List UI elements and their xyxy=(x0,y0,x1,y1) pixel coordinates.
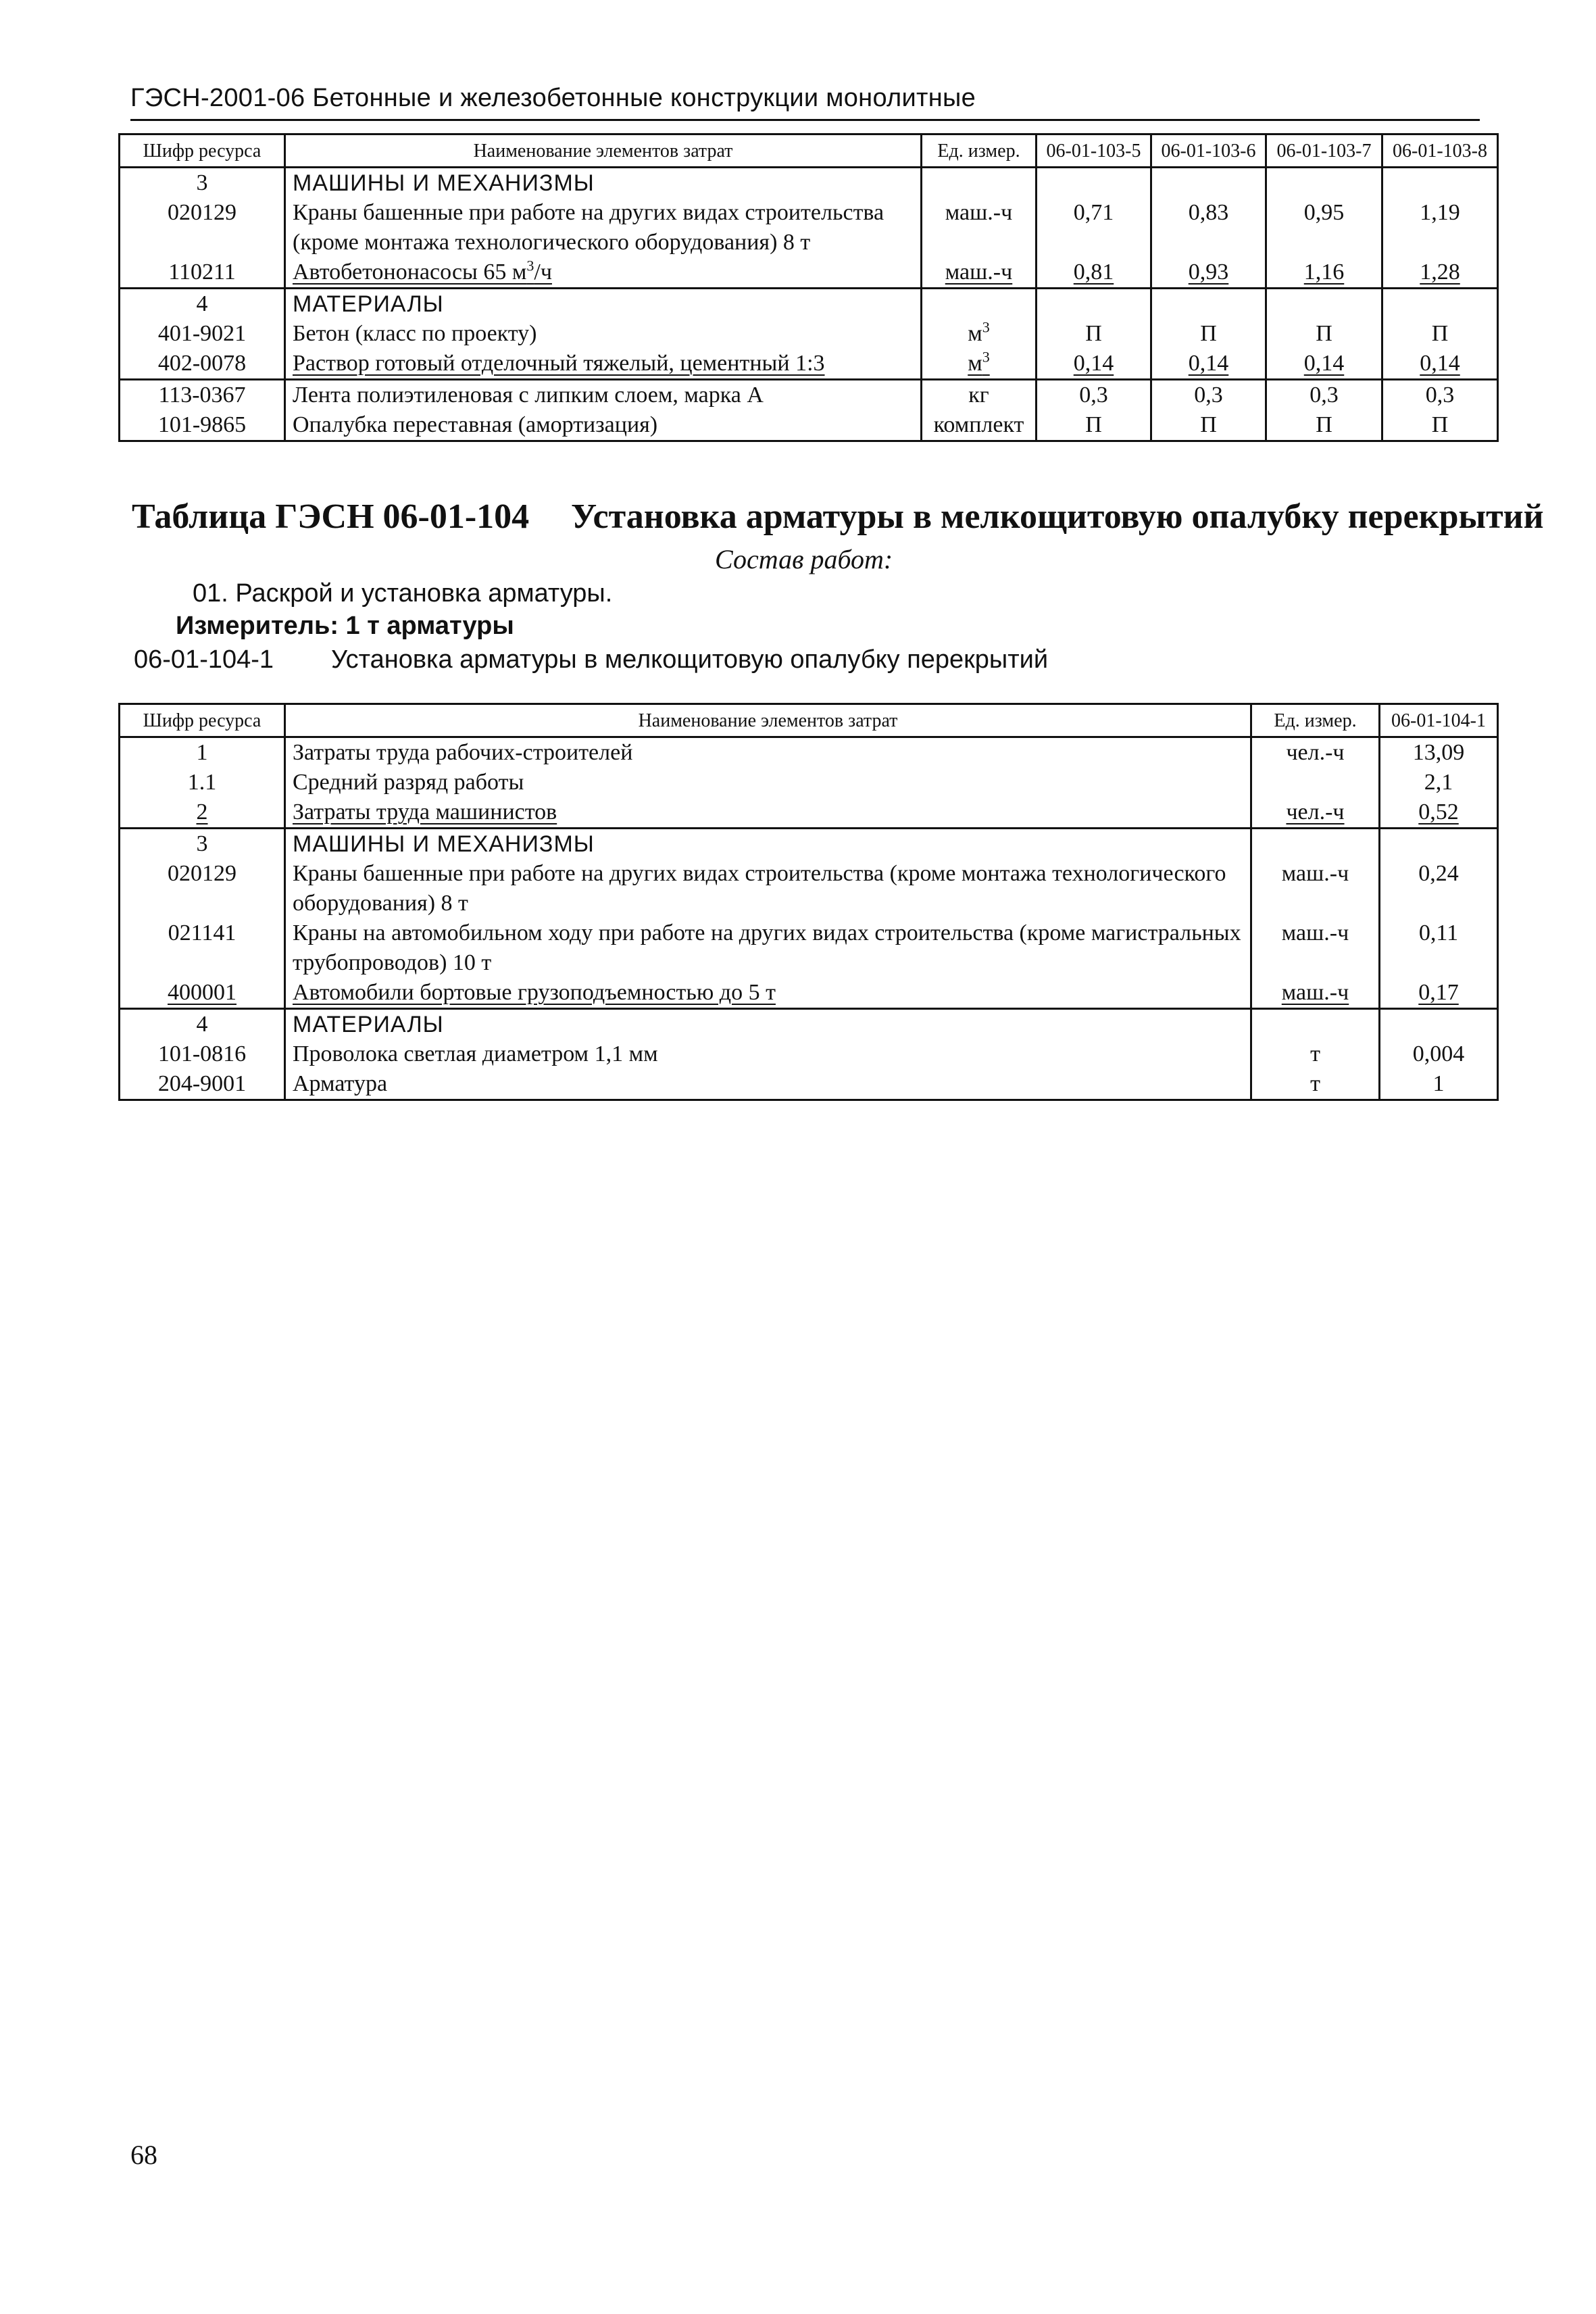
unit-cell xyxy=(1251,768,1380,797)
unit-cell xyxy=(922,349,1037,380)
unit-cell: комплект xyxy=(922,410,1037,441)
unit-cell xyxy=(922,319,1037,349)
col-header-name: Наименование элементов затрат xyxy=(285,134,922,168)
value-cell: 0,3 xyxy=(1037,380,1151,411)
table-header-row xyxy=(120,134,1498,168)
unit-cell xyxy=(1251,1009,1380,1040)
value-cell: 0,17 xyxy=(1380,978,1498,1009)
section-heading: МАТЕРИАЛЫ xyxy=(285,289,922,320)
page-number: 68 xyxy=(130,2140,157,2170)
resource-name: Бетон (класс по проекту) xyxy=(285,319,922,349)
unit-cell: маш.-ч xyxy=(1251,918,1380,978)
value-cell xyxy=(1380,829,1498,860)
resource-name: Затраты труда рабочих-строителей xyxy=(285,737,1251,768)
value-cell: 0,81 xyxy=(1037,257,1151,289)
table-row xyxy=(120,859,1498,918)
resource-name: Средний разряд работы xyxy=(285,768,1251,797)
table-row xyxy=(120,349,1498,380)
value-cell xyxy=(1037,168,1151,199)
value-cell: 0,95 xyxy=(1266,198,1382,257)
resource-code: 3 xyxy=(120,829,285,860)
value-cell: 1,19 xyxy=(1382,198,1498,257)
unit-cell: маш.-ч xyxy=(922,257,1037,289)
value-cell: П xyxy=(1266,319,1382,349)
value-cell: 0,24 xyxy=(1380,859,1498,918)
table-row xyxy=(120,797,1498,829)
value-cell xyxy=(1382,168,1498,199)
table-number: Таблица ГЭСН 06-01-104 xyxy=(132,497,530,536)
table-group-machines xyxy=(120,829,1498,1009)
value-cell: 0,11 xyxy=(1380,918,1498,978)
composition-title: Состав работ: xyxy=(715,544,893,574)
table-row xyxy=(120,737,1498,768)
resource-name: Краны башенные при работе на других видах строительства (кроме монтажа технологического оборудования) 8 т xyxy=(285,859,1251,918)
resource-code: 4 xyxy=(120,289,285,320)
col-header-norm: 06-01-103-8 xyxy=(1382,134,1498,168)
table-row xyxy=(120,168,1498,199)
value-cell xyxy=(1380,1009,1498,1040)
section-heading: МАТЕРИАЛЫ xyxy=(285,1009,1251,1040)
unit-cell xyxy=(922,168,1037,199)
unit-text: м xyxy=(968,351,982,376)
table-row xyxy=(120,319,1498,349)
value-cell: П xyxy=(1382,410,1498,441)
value-cell: 1 xyxy=(1380,1069,1498,1100)
value-cell: 0,14 xyxy=(1382,349,1498,380)
col-header-code: Шифр ресурса xyxy=(120,134,285,168)
value-cell xyxy=(1037,289,1151,320)
resource-code: 3 xyxy=(120,168,285,199)
table-row xyxy=(120,198,1498,257)
norm-title: Установка арматуры в мелкощитовую опалубку перекрытий xyxy=(331,645,1049,674)
value-cell xyxy=(1151,289,1266,320)
col-header-unit: Ед. измер. xyxy=(922,134,1037,168)
superscript: 3 xyxy=(526,257,534,274)
resource-code: 1 xyxy=(120,737,285,768)
value-cell: 2,1 xyxy=(1380,768,1498,797)
section-heading: МАШИНЫ И МЕХАНИЗМЫ xyxy=(285,829,1251,860)
resource-name: Затраты труда машинистов xyxy=(285,797,1251,829)
superscript: 3 xyxy=(982,318,990,336)
superscript: 3 xyxy=(982,348,990,366)
resource-code: 400001 xyxy=(120,978,285,1009)
table-row xyxy=(120,829,1498,860)
table-title: Установка арматуры в мелкощитовую опалубку перекрытий xyxy=(571,497,1544,536)
name-text: /ч xyxy=(534,260,552,285)
col-header-code: Шифр ресурса xyxy=(120,704,285,737)
norm-line xyxy=(134,645,1048,674)
resource-name: Лента полиэтиленовая с липким слоем, марка А xyxy=(285,380,922,411)
value-cell xyxy=(1382,289,1498,320)
table-row xyxy=(120,380,1498,411)
resource-code: 101-0816 xyxy=(120,1039,285,1069)
unit-cell: маш.-ч xyxy=(1251,859,1380,918)
col-header-norm: 06-01-104-1 xyxy=(1380,704,1498,737)
unit-cell: т xyxy=(1251,1069,1380,1100)
value-cell: 0,14 xyxy=(1266,349,1382,380)
unit-text: м xyxy=(968,321,982,346)
resource-name: Краны на автомобильном ходу при работе на других видах строительства (кроме магистральных трубопроводов) 10 т xyxy=(285,918,1251,978)
resource-name: Раствор готовый отделочный тяжелый, цементный 1:3 xyxy=(285,349,922,380)
table-group-labor xyxy=(120,737,1498,829)
table-group-machines xyxy=(120,168,1498,289)
unit-cell: кг xyxy=(922,380,1037,411)
unit-cell: маш.-ч xyxy=(922,198,1037,257)
header-rule xyxy=(130,119,1480,121)
resource-code: 113-0367 xyxy=(120,380,285,411)
resource-name: Автомобили бортовые грузоподъемностью до 5 т xyxy=(285,978,1251,1009)
table-row xyxy=(120,768,1498,797)
table-group-materials xyxy=(120,289,1498,380)
table-group-other-materials xyxy=(120,380,1498,441)
col-header-norm: 06-01-103-7 xyxy=(1266,134,1382,168)
resource-code: 110211 xyxy=(120,257,285,289)
value-cell: 0,3 xyxy=(1151,380,1266,411)
section-heading: МАШИНЫ И МЕХАНИЗМЫ xyxy=(285,168,922,199)
resource-table-103 xyxy=(118,133,1499,442)
resource-code: 1.1 xyxy=(120,768,285,797)
unit-cell: чел.-ч xyxy=(1251,797,1380,829)
measure-unit: Измеритель: 1 т арматуры xyxy=(176,612,514,640)
norm-code: 06-01-104-1 xyxy=(134,645,274,674)
resource-code: 402-0078 xyxy=(120,349,285,380)
resource-name xyxy=(285,257,922,289)
resource-code: 401-9021 xyxy=(120,319,285,349)
resource-code: 204-9001 xyxy=(120,1069,285,1100)
value-cell xyxy=(1151,168,1266,199)
name-text: Автобетононасосы 65 м xyxy=(293,260,527,285)
value-cell: 0,83 xyxy=(1151,198,1266,257)
resource-name: Арматура xyxy=(285,1069,1251,1100)
value-cell: 0,3 xyxy=(1382,380,1498,411)
value-cell xyxy=(1266,289,1382,320)
value-cell: 0,52 xyxy=(1380,797,1498,829)
col-header-unit: Ед. измер. xyxy=(1251,704,1380,737)
unit-cell: т xyxy=(1251,1039,1380,1069)
resource-code: 020129 xyxy=(120,859,285,918)
table-row xyxy=(120,1039,1498,1069)
value-cell: 0,3 xyxy=(1266,380,1382,411)
resource-code: 101-9865 xyxy=(120,410,285,441)
work-step: 01. Раскрой и установка арматуры. xyxy=(193,579,613,608)
unit-cell: чел.-ч xyxy=(1251,737,1380,768)
col-header-norm: 06-01-103-6 xyxy=(1151,134,1266,168)
value-cell: 0,93 xyxy=(1151,257,1266,289)
value-cell: 13,09 xyxy=(1380,737,1498,768)
table-caption xyxy=(132,497,1544,537)
resource-name: Проволока светлая диаметром 1,1 мм xyxy=(285,1039,1251,1069)
table-row xyxy=(120,1069,1498,1100)
table-row xyxy=(120,289,1498,320)
value-cell: 1,16 xyxy=(1266,257,1382,289)
resource-code: 021141 xyxy=(120,918,285,978)
col-header-name: Наименование элементов затрат xyxy=(285,704,1251,737)
value-cell: П xyxy=(1037,319,1151,349)
unit-cell: маш.-ч xyxy=(1251,978,1380,1009)
value-cell: 1,28 xyxy=(1382,257,1498,289)
value-cell: 0,71 xyxy=(1037,198,1151,257)
table-row xyxy=(120,978,1498,1009)
value-cell: П xyxy=(1151,319,1266,349)
resource-code: 4 xyxy=(120,1009,285,1040)
value-cell: П xyxy=(1037,410,1151,441)
resource-name: Краны башенные при работе на других видах строительства (кроме монтажа технологического оборудования) 8 т xyxy=(285,198,922,257)
table-header-row xyxy=(120,704,1498,737)
value-cell xyxy=(1266,168,1382,199)
running-header: ГЭСН-2001-06 Бетонные и железобетонные конструкции монолитные xyxy=(130,84,976,112)
value-cell: П xyxy=(1382,319,1498,349)
unit-cell xyxy=(1251,829,1380,860)
resource-name: Опалубка переставная (амортизация) xyxy=(285,410,922,441)
table-row xyxy=(120,1009,1498,1040)
value-cell: П xyxy=(1266,410,1382,441)
table-row xyxy=(120,918,1498,978)
resource-code: 2 xyxy=(120,797,285,829)
resource-table-104 xyxy=(118,703,1499,1101)
table-row xyxy=(120,257,1498,289)
resource-code: 020129 xyxy=(120,198,285,257)
unit-cell xyxy=(922,289,1037,320)
value-cell: 0,004 xyxy=(1380,1039,1498,1069)
value-cell: 0,14 xyxy=(1037,349,1151,380)
table-row xyxy=(120,410,1498,441)
col-header-norm: 06-01-103-5 xyxy=(1037,134,1151,168)
table-group-materials xyxy=(120,1009,1498,1100)
value-cell: 0,14 xyxy=(1151,349,1266,380)
value-cell: П xyxy=(1151,410,1266,441)
